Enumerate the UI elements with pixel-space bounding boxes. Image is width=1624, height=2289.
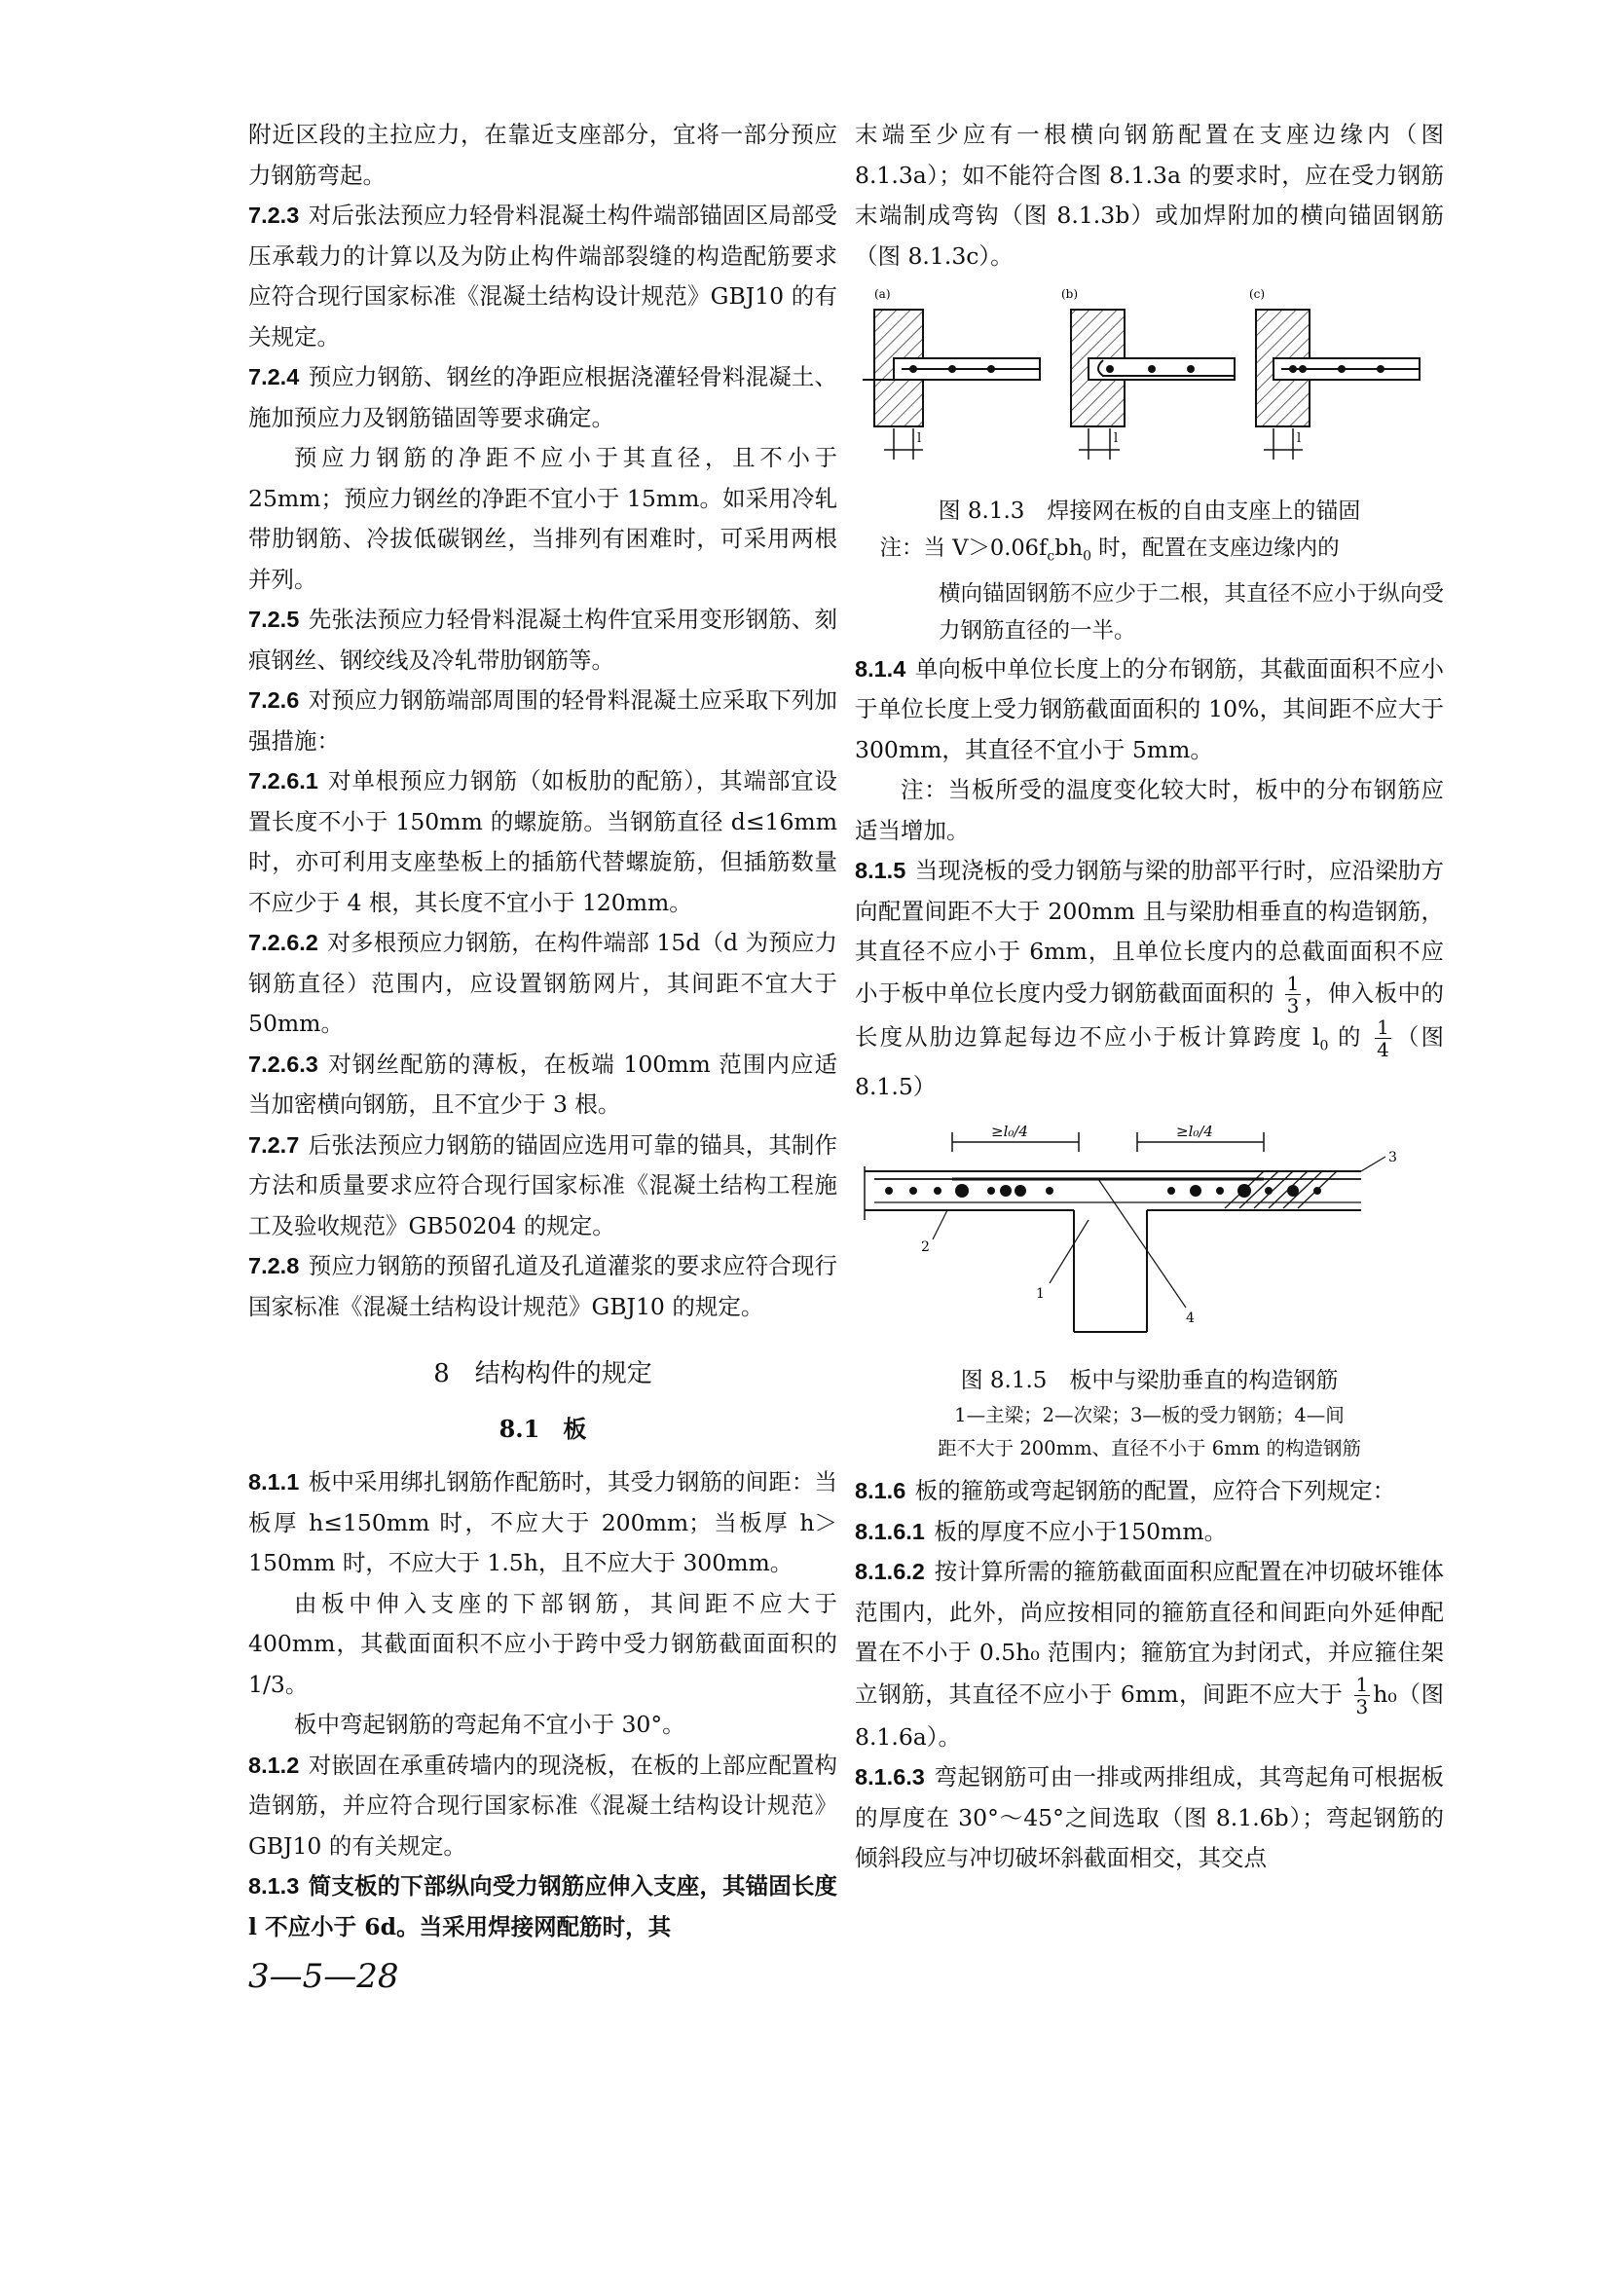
paragraph: 由板中伸入支座的下部钢筋，其间距不应大于 400mm，其截面面积不应小于跨中受力钢筋截面面积的 1/3。 (248, 1589, 837, 1698)
svg-text:2: 2 (921, 1239, 930, 1256)
paragraph: 预应力钢筋的净距不应小于其直径，且不小于 25mm；预应力钢丝的净距不宜小于 15mm。如采用冷轧带肋钢筋、冷拔低碳钢丝，当排列有困难时，可采用两根并列。 (248, 444, 837, 593)
figure-legend: 距不大于 200mm、直径不小于 6mm 的构造钢筋 (938, 1437, 1361, 1460)
clause-7-2-4: 7.2.4 预应力钢筋、钢丝的净距应根据浇灌轻骨料混凝土、施加预应力及钢筋锚固等要求确定。 (248, 363, 837, 431)
clause-8-1-1: 8.1.1 板中采用绑扎钢筋作配筋时，其受力钢筋的间距：当板厚 h≤150mm 时，不应大于 200mm；当板厚 h＞150mm 时，不应大于 1.5h，且不应大于 300mm。 (248, 1468, 837, 1576)
svg-text:1: 1 (1036, 1286, 1045, 1303)
svg-text:(c): (c) (1249, 287, 1266, 301)
svg-text:(a): (a) (874, 287, 891, 301)
svg-text:l: l (917, 431, 922, 446)
svg-text:l: l (1297, 431, 1302, 446)
note-continuation: 横向锚固钢筋不应少于二根，其直径不应小于纵向受力钢筋直径的一半。 (939, 580, 1444, 644)
clause-7-2-6-3: 7.2.6.3 对钢丝配筋的薄板，在板端 100mm 范围内应适当加密横向钢筋，且不宜少于 3 根。 (248, 1050, 837, 1118)
clause-7-2-3: 7.2.3 对后张法预应力轻骨料混凝土构件端部锚固区局部受压承载力的计算以及为防止构件端部裂缝的构造配筋要求应符合现行国家标准《混凝土结构设计规范》GBJ10 的有关规定。 (248, 202, 837, 351)
fraction-one-third: $\frac{1}{3}$ (1286, 971, 1300, 1017)
figure-caption: 图 8.1.3 焊接网在板的自由支座上的锚固 (938, 498, 1361, 524)
fraction-one-quarter: $\frac{1}{4}$ (1377, 1015, 1389, 1061)
clause-8-1-6-2: 8.1.6.2 按计算所需的箍筋截面面积应配置在冲切破坏锥体范围内，此外，尚应按相同的箍筋直径和间距向外延伸配置在不小于 0.5h₀ 范围内；箍筋宜为封闭式，并应箍住架立钢筋，其直径不应小于 6mm，间距不应大于 $\frac{1}{3}$ h₀（图 8.1.6a）。 (855, 1558, 1444, 1751)
svg-text:3: 3 (1388, 1150, 1397, 1166)
svg-text:4: 4 (1186, 1311, 1195, 1327)
left-column (248, 115, 837, 1947)
figure-caption: 图 8.1.5 板中与梁肋垂直的构造钢筋 (960, 1368, 1339, 1394)
clause-7-2-6-1: 7.2.6.1 对单根预应力钢筋（如板肋的配筋），其端部宜设置长度不小于 150mm 的螺旋筋。当钢筋直径 d≤16mm 时，亦可利用支座垫板上的插筋代替螺旋筋，但插筋数量不应少于 4 根，其长度不宜小于 120mm。 (248, 767, 837, 916)
clause-8-1-6-1: 8.1.6.1 板的厚度不应小于150mm。 (855, 1517, 1228, 1545)
support-detail-c (1249, 287, 1420, 460)
clause-8-1-4: 8.1.4 单向板中单位长度上的分布钢筋，其截面面积不应小于单位长度上受力钢筋截面面积的 10%，其间距不应大于 300mm，其直径不宜小于 5mm。 (855, 654, 1444, 763)
figure-8-1-5 (855, 1113, 1444, 1356)
page-number: 3—5—28 (248, 1957, 399, 1996)
section-heading: 8.1 板 (498, 1414, 587, 1443)
chapter-heading: 8 结构构件的规定 (433, 1359, 652, 1388)
fraction-one-third: $\frac{1}{3}$ (1355, 1672, 1369, 1718)
figure-legend: 1—主梁；2—次梁；3—板的受力钢筋；4—间 (954, 1404, 1345, 1427)
support-detail-a (863, 287, 1040, 460)
svg-text:≥l₀/4: ≥l₀/4 (1176, 1123, 1213, 1141)
clause-8-1-2: 8.1.2 对嵌固在承重砖墙内的现浇板，在板的上部应配置构造钢筋，并应符合现行国家标准《混凝土结构设计规范》GBJ10 的有关规定。 (248, 1751, 837, 1860)
clause-8-1-6-3: 8.1.6.3 弯起钢筋可由一排或两排组成，其弯起角可根据板的厚度在 30°～45°之间选取（图 8.1.6b）；弯起钢筋的倾斜段应与冲切破坏斜截面相交，其交点 (855, 1763, 1444, 1872)
leader-lines (921, 1150, 1397, 1326)
clause-7-2-8: 7.2.8 预应力钢筋的预留孔道及孔道灌浆的要求应符合现行国家标准《混凝土结构设计规范》GBJ10 的规定。 (248, 1252, 837, 1320)
dimension-marks (952, 1123, 1264, 1152)
svg-text:≥l₀/4: ≥l₀/4 (991, 1123, 1028, 1141)
paragraph: 附近区段的主拉应力，在靠近支座部分，宜将一部分预应力钢筋弯起。 (248, 121, 837, 189)
clause-8-1-3: 8.1.3 简支板的下部纵向受力钢筋应伸入支座，其锚固长度 l 不应小于 6d。当采用焊接网配筋时，其 (248, 1872, 837, 1940)
svg-text:l: l (1114, 431, 1119, 446)
clause-7-2-6-2: 7.2.6.2 对多根预应力钢筋，在构件端部 15d（d 为预应力钢筋直径）范围内，应设置钢筋网片，其间距不宜大于 50mm。 (248, 929, 837, 1037)
clause-7-2-6: 7.2.6 对预应力钢筋端部周围的轻骨料混凝土应采取下列加强措施： (248, 686, 837, 755)
right-column (855, 115, 1444, 1879)
paragraph: 末端至少应有一根横向钢筋配置在支座边缘内（图 8.1.3a）；如不能符合图 8.1.3a 的要求时，应在受力钢筋末端制成弯钩（图 8.1.3b）或加焊附加的横向锚固钢筋（图 8.1.3c）。 (855, 121, 1444, 270)
clause-8-1-5: 8.1.5 当现浇板的受力钢筋与梁的肋部平行时，应沿梁肋方向配置间距不大于 200mm 且与梁肋相垂直的构造钢筋，其直径不应小于 6mm，且单位长度内的总截面面积不应小于板中单位长度内受力钢筋截面面积的 $\frac{1}{3}$ ，伸入板中的长度从肋边算起每边不应小于板计算跨度 $l_0$ 的 $\frac{1}{4}$ （图 8.1.5） (855, 857, 1444, 1100)
figure-8-1-3 (855, 282, 1444, 487)
svg-text:(b): (b) (1061, 287, 1079, 301)
clause-8-1-6: 8.1.6 板的箍筋或弯起钢筋的配置，应符合下列规定： (855, 1477, 1396, 1505)
clause-7-2-5: 7.2.5 先张法预应力轻骨料混凝土构件宜采用变形钢筋、刻痕钢丝、钢绞线及冷轧带肋钢筋等。 (248, 606, 837, 674)
clause-7-2-7: 7.2.7 后张法预应力钢筋的锚固应选用可靠的锚具，其制作方法和质量要求应符合现行国家标准《混凝土结构工程施工及验收规范》GB50204 的规定。 (248, 1130, 837, 1239)
support-detail-b (1061, 287, 1235, 460)
paragraph: 板中弯起钢筋的弯起角不宜小于 30°。 (294, 1711, 685, 1738)
note: 注：当 $V>0.06f_cbh_0$ 时，配置在支座边缘内的 (879, 535, 1340, 565)
note: 注：当板所受的温度变化较大时，板中的分布钢筋应适当增加。 (855, 776, 1444, 844)
